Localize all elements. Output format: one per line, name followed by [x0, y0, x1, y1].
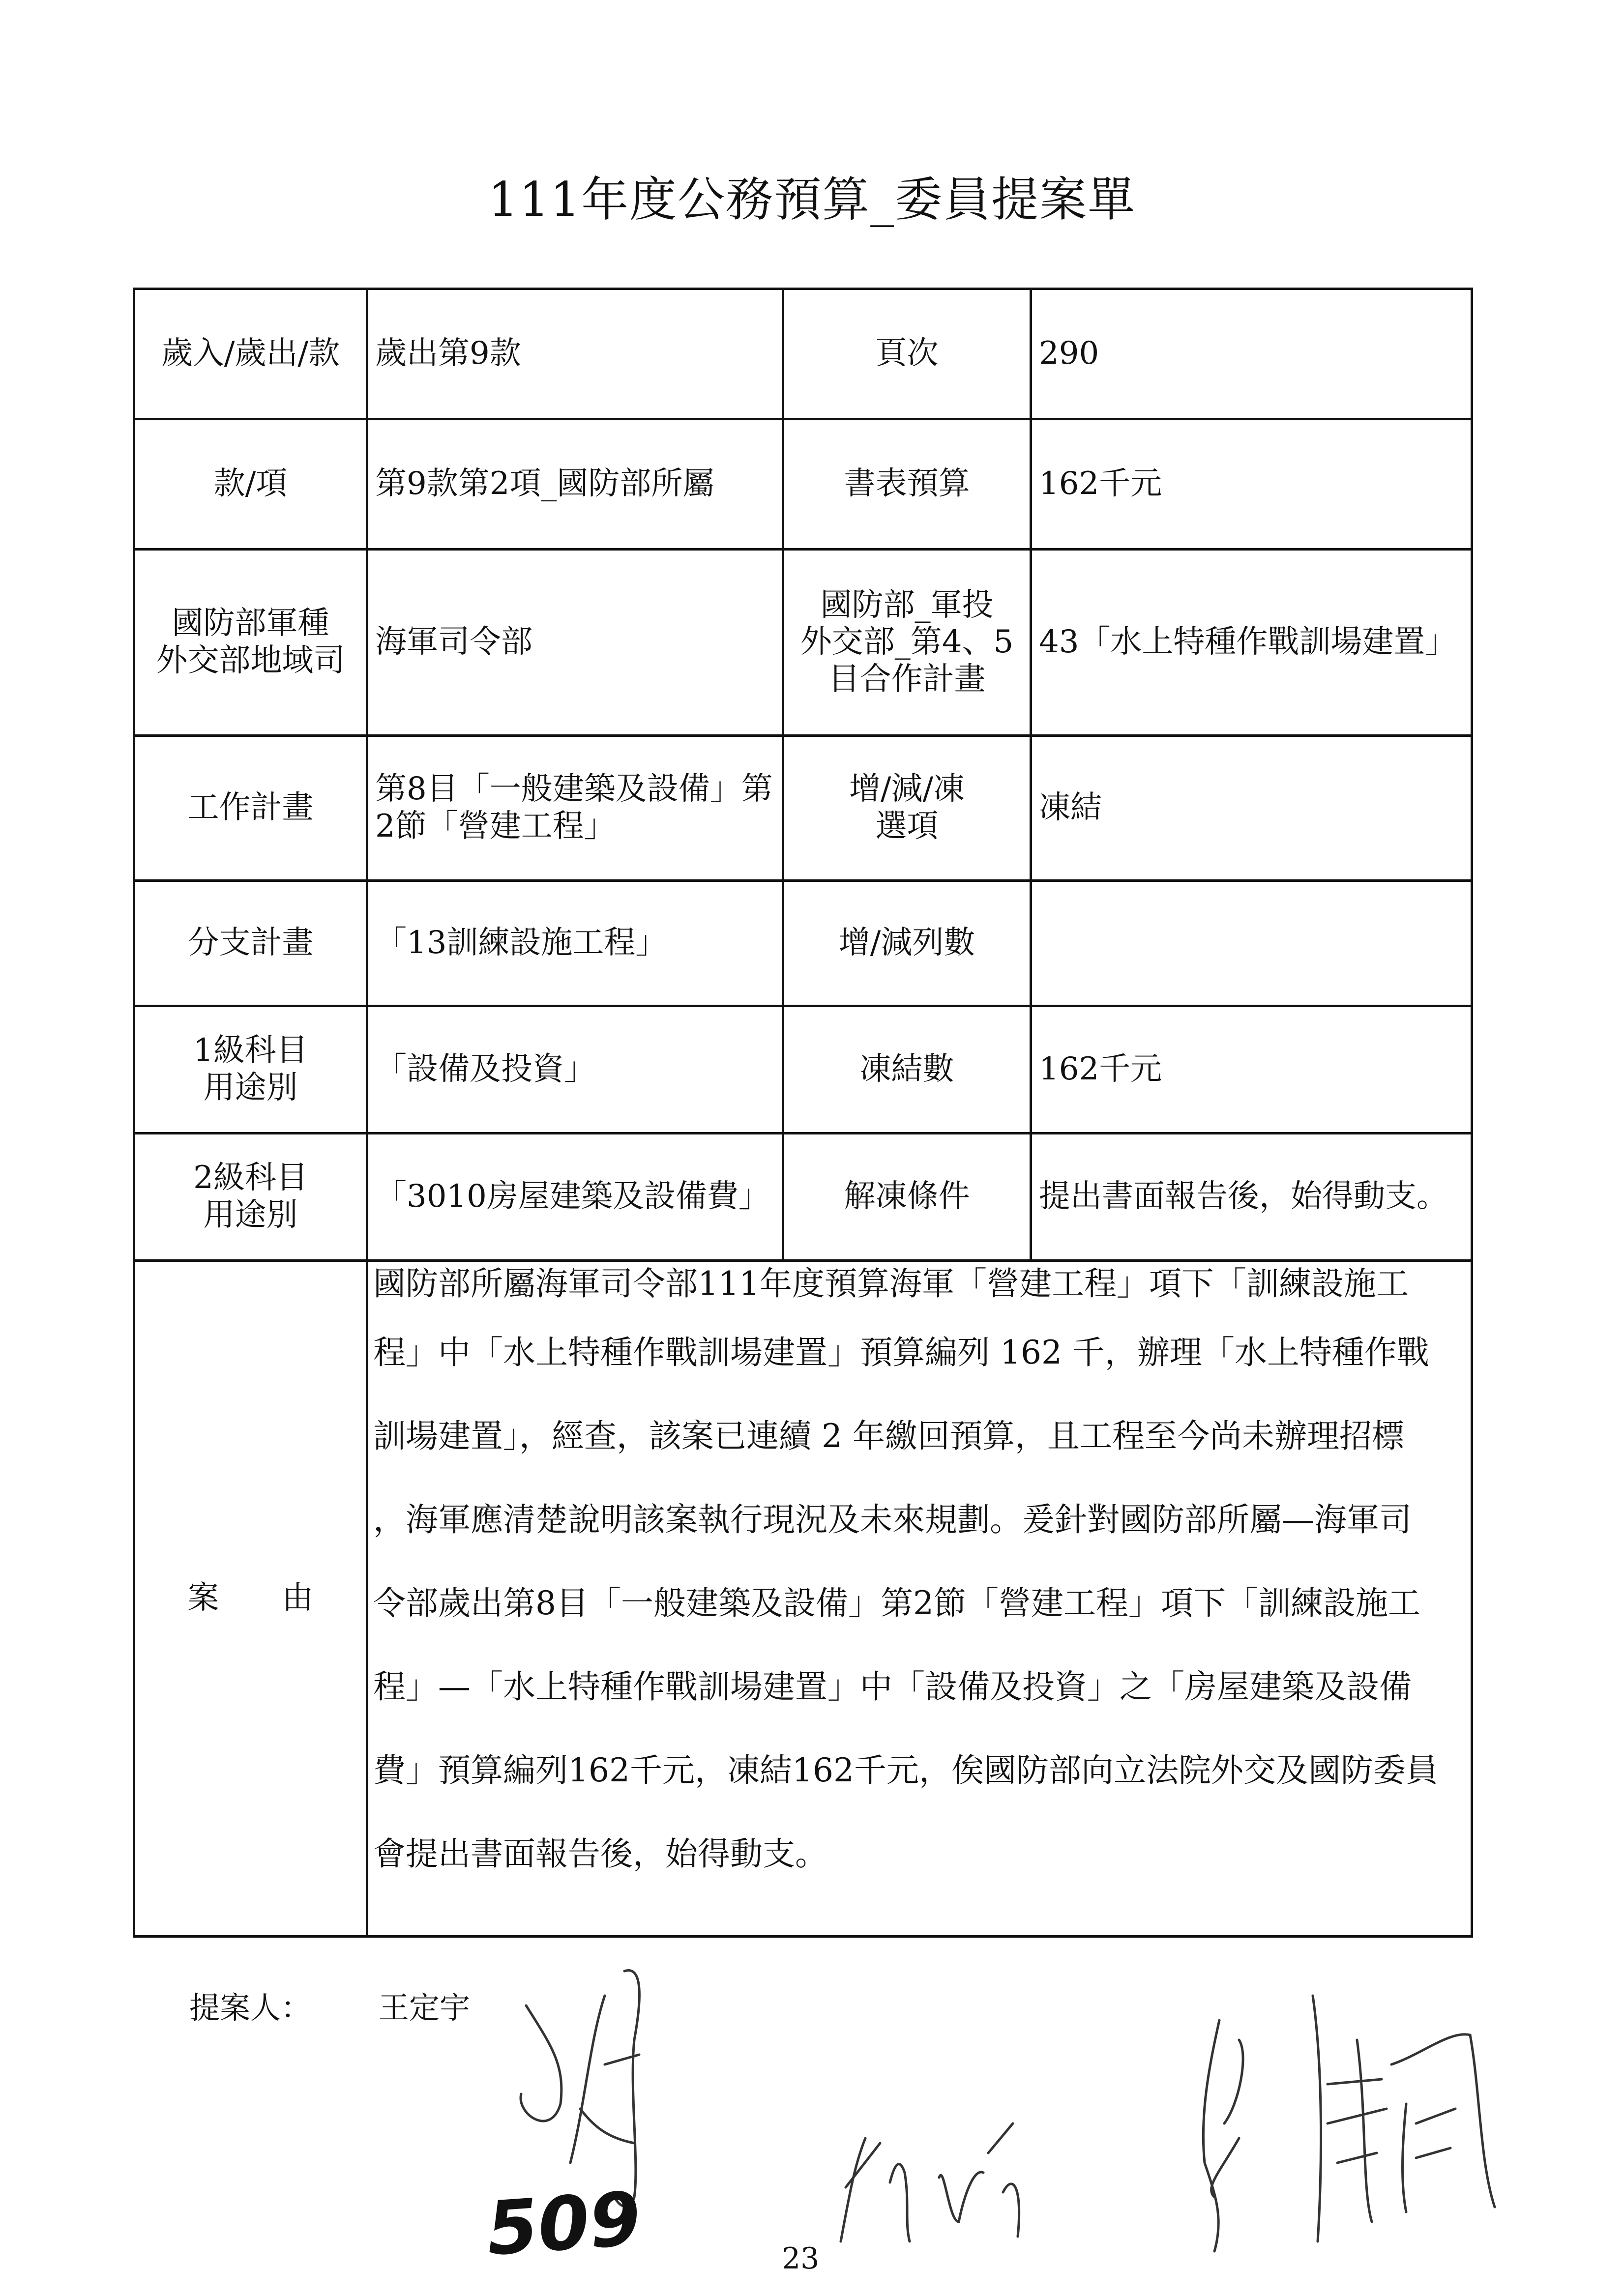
- field-value: 43「水上特種作戰訓場建置」: [1031, 550, 1472, 736]
- proposer-name: 王定宇: [379, 1990, 471, 2026]
- case-text-line: 國防部所屬海軍司令部111年度預算海軍「營建工程」項下「訓練設施工: [373, 1265, 1409, 1303]
- case-text-line: 訓場建置」，經查，該案已連續 2 年繳回預算，且工程至今尚未辦理招標: [373, 1417, 1404, 1455]
- field-label: 分支計畫: [134, 881, 367, 1006]
- document-title: 111年度公務預算_委員提案單: [488, 172, 1136, 227]
- field-label: 款/項: [134, 419, 367, 550]
- field-label: 凍結數: [783, 1006, 1031, 1133]
- case-text-line: 費」預算編列162千元，凍結162千元，俟國防部向立法院外交及國防委員: [373, 1751, 1438, 1789]
- field-label: 頁次: [783, 289, 1031, 419]
- field-label: 國防部_軍投 外交部_第4、5 目合作計畫: [783, 550, 1031, 736]
- field-value: 162千元: [1031, 419, 1472, 550]
- handwritten-number: 509: [484, 2176, 644, 2272]
- field-value: 凍結: [1031, 736, 1472, 881]
- field-label: 歲入/歲出/款: [134, 289, 367, 419]
- signature-3: [1203, 1996, 1495, 2251]
- field-value: 海軍司令部: [367, 550, 783, 736]
- field-label: 國防部軍種 外交部地域司: [134, 550, 367, 736]
- field-label: 解凍條件: [783, 1133, 1031, 1261]
- field-label: 1級科目 用途別: [134, 1006, 367, 1133]
- case-label: 案 由: [134, 1261, 367, 1937]
- field-value: 「設備及投資」: [367, 1006, 783, 1133]
- field-value: 歲出第9款: [367, 289, 783, 419]
- field-label: 增/減列數: [783, 881, 1031, 1006]
- field-value: 「13訓練設施工程」: [367, 881, 783, 1006]
- field-label: 工作計畫: [134, 736, 367, 881]
- case-text-line: ，海軍應清楚說明該案執行現況及未來規劃。爰針對國防部所屬—海軍司: [373, 1501, 1412, 1539]
- field-label: 書表預算: [783, 419, 1031, 550]
- field-value: 第9款第2項_國防部所屬: [367, 419, 783, 550]
- field-value: 「3010房屋建築及設備費」: [367, 1133, 783, 1261]
- case-text-line: 令部歲出第8目「一般建築及設備」第2節「營建工程」項下「訓練設施工: [373, 1584, 1420, 1622]
- signature-1: [521, 1971, 639, 2207]
- case-text-line: 會提出書面報告後，始得動支。: [373, 1835, 827, 1873]
- field-value: 290: [1031, 289, 1472, 419]
- field-label: 2級科目 用途別: [134, 1133, 367, 1261]
- field-label: 增/減/凍 選項: [783, 736, 1031, 881]
- case-text-line: 程」中「水上特種作戰訓場建置」預算編列 162 千，辦理「水上特種作戰: [373, 1334, 1429, 1371]
- case-text-line: 程」—「水上特種作戰訓場建置」中「設備及投資」之「房屋建築及設備: [373, 1668, 1412, 1706]
- field-value: 提出書面報告後，始得動支。: [1031, 1133, 1472, 1261]
- page-number: 23: [782, 2241, 820, 2276]
- field-value: 162千元: [1031, 1006, 1472, 1133]
- proposer-label: 提案人：: [189, 1990, 312, 2026]
- field-value: 第8目「一般建築及設備」第2節「營建工程」: [367, 736, 783, 881]
- signature-2: [841, 2123, 1019, 2241]
